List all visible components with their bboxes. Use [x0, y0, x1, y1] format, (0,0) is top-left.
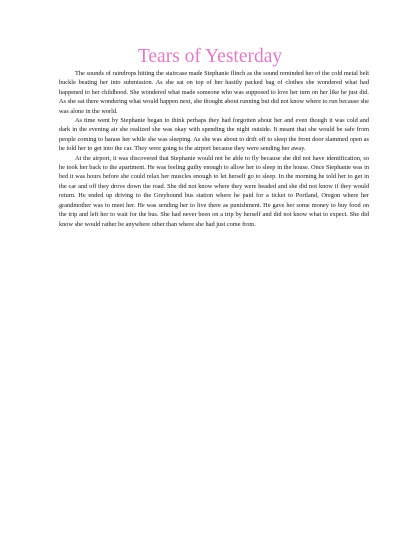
document-body: [59, 69, 369, 229]
paragraph: The sounds of raindrops hitting the staircase made Stephanie flinch as the sound reminded her of the cold metal belt buckle beating her into submission. As she sat on top of her hastily packed bag of clothes she wondered what had happened to her childhood. She wondered what made someone who was supposed to love her turn on her like he just did. As she sat there wondering what would happen next, she thought about running but did not know where to run because she was alone in the world.: [59, 70, 369, 115]
paragraph: As time went by Stephanie began to think perhaps they had forgotten about her and even though it was cold and dark in the evening air she realized she was okay with spending the night outside. It meant that she would be safe from people coming to harass her while she was sleeping. As she was about to drift off to sleep the front door slammed open as he told her to get into the car. They were going to the airport because they were sending her away.: [59, 117, 369, 153]
document-title: Tears of Yesterday: [137, 46, 283, 67]
paragraph: At the airport, it was discovered that Stephanie would not be able to fly because she did not have identification, so he took her back to the apartment. He was feeling guilty enough to allow her to sleep in the house. Once Stephanie was in bed it was hours before she could relax her muscles enough to let herself go to sleep. In the morning he told her to get in the car and off they drove down the road. She did not know where they were headed and she did not know if they would return. He ended up driving to the Greyhound bus station where he paid for a ticket to Portland, Oregon where her grandmother was to meet her. He was sending her to live there as punishment. He gave her some money to buy food on the trip and left her to wait for the bus. She had never been on a trip by herself and did not know what to expect. She did know she would rather be anywhere other than where she had just come from.: [59, 154, 369, 228]
